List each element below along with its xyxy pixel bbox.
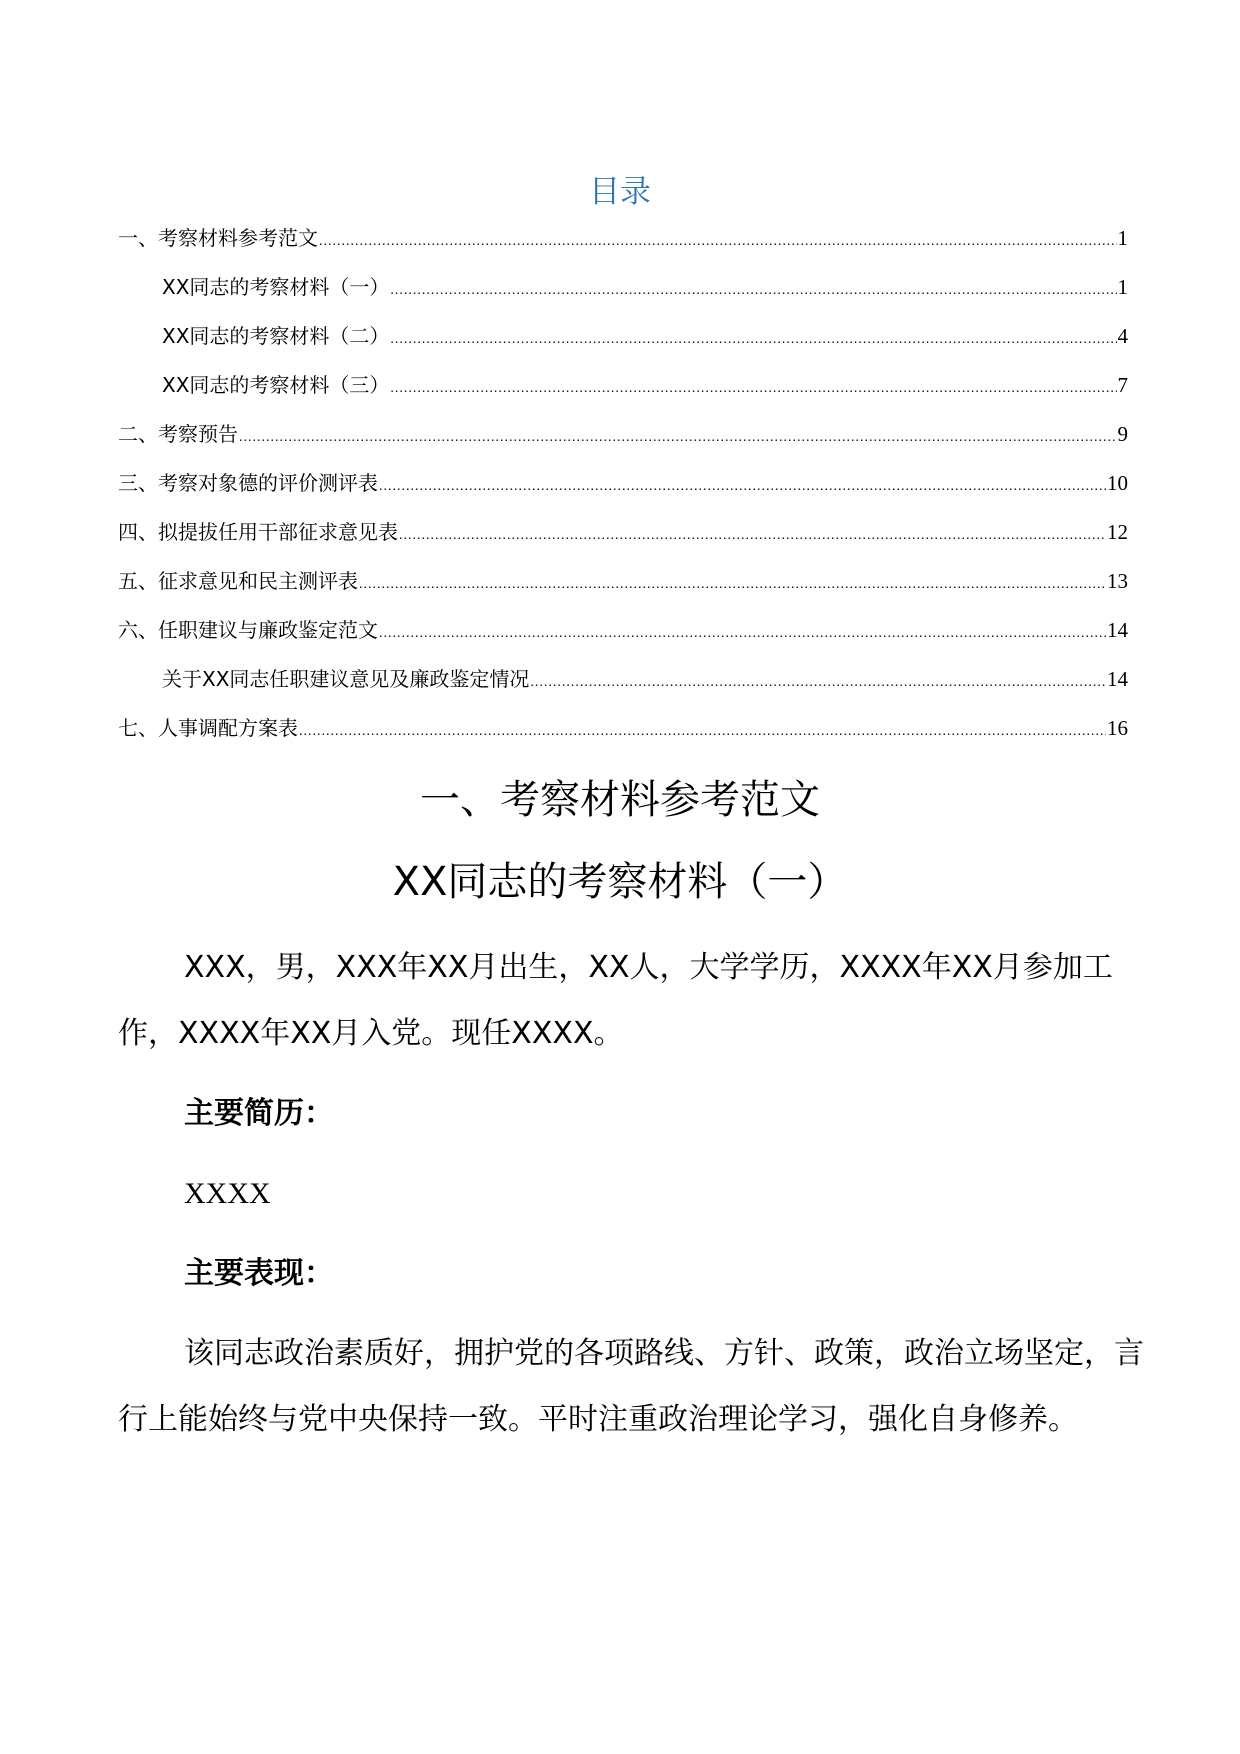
toc-entry[interactable]	[118, 421, 1128, 470]
toc-leader-dots	[379, 621, 1106, 647]
toc-entry-label: XX同志的考察材料（一）	[162, 275, 390, 299]
toc-page-number: 1	[1117, 275, 1128, 299]
toc-entry-label: 七、人事调配方案表	[118, 716, 298, 740]
subsection-heading: XX同志的考察材料（一）	[392, 859, 848, 905]
toc-entry-label: 四、拟提拔任用干部征求意见表	[118, 520, 398, 544]
toc-entry[interactable]	[118, 666, 1128, 715]
toc-entry-label: 一、考察材料参考范文	[118, 226, 318, 250]
document-body	[118, 935, 1148, 1453]
toc-leader-dots	[399, 523, 1106, 549]
performance-label: 主要表现：	[184, 1256, 334, 1291]
toc-leader-dots	[359, 572, 1106, 598]
resume-label: 主要简历：	[184, 1096, 334, 1131]
intro-paragraph: XXX，男，XXX年XX月出生，XX人，大学学历，XXXX年XX月参加工作，XXXX年XX月入党。现任XXXX。	[118, 950, 1113, 1051]
toc-leader-dots	[299, 719, 1106, 745]
toc-entry[interactable]	[118, 225, 1128, 274]
toc-entry-label: 六、任职建议与廉政鉴定范文	[118, 618, 378, 642]
toc-leader-dots	[390, 327, 1116, 353]
toc-entry[interactable]	[118, 274, 1128, 323]
toc-entry[interactable]	[118, 617, 1128, 666]
toc-entry-label: 关于XX同志任职建议意见及廉政鉴定情况	[162, 667, 530, 691]
table-of-contents	[118, 225, 1128, 764]
toc-entry[interactable]	[118, 715, 1128, 764]
toc-page-number: 16	[1107, 716, 1128, 740]
toc-page-number: 13	[1107, 569, 1128, 593]
toc-entry[interactable]	[118, 323, 1128, 372]
toc-entry-label: 二、考察预告	[118, 422, 238, 446]
toc-entry[interactable]	[118, 568, 1128, 617]
toc-page-number: 14	[1107, 618, 1128, 642]
toc-page-number: 9	[1117, 422, 1128, 446]
toc-entry[interactable]	[118, 519, 1128, 568]
toc-entry-label: 五、征求意见和民主测评表	[118, 569, 358, 593]
toc-entry-label: 三、考察对象德的评价测评表	[118, 471, 378, 495]
toc-title: 目录	[589, 174, 651, 210]
performance-paragraph: 该同志政治素质好，拥护党的各项路线、方针、政策，政治立场坚定，言行上能始终与党中央保持一致。平时注重政治理论学习，强化自身修养。	[118, 1336, 1144, 1437]
toc-leader-dots	[390, 278, 1116, 304]
toc-leader-dots	[319, 229, 1117, 255]
resume-value: XXXX	[184, 1177, 271, 1210]
toc-entry-label: XX同志的考察材料（三）	[162, 373, 390, 397]
toc-leader-dots	[530, 670, 1106, 696]
toc-leader-dots	[379, 474, 1106, 500]
toc-page-number: 12	[1107, 520, 1128, 544]
toc-page-number: 14	[1107, 667, 1128, 691]
toc-page-number: 1	[1117, 226, 1128, 250]
toc-entry-label: XX同志的考察材料（二）	[162, 324, 390, 348]
toc-entry[interactable]	[118, 372, 1128, 421]
toc-leader-dots	[390, 376, 1116, 402]
toc-page-number: 10	[1107, 471, 1128, 495]
toc-page-number: 7	[1117, 373, 1128, 397]
toc-entry[interactable]	[118, 470, 1128, 519]
section-heading: 一、考察材料参考范文	[420, 777, 820, 823]
toc-page-number: 4	[1117, 324, 1128, 348]
toc-leader-dots	[239, 425, 1117, 451]
